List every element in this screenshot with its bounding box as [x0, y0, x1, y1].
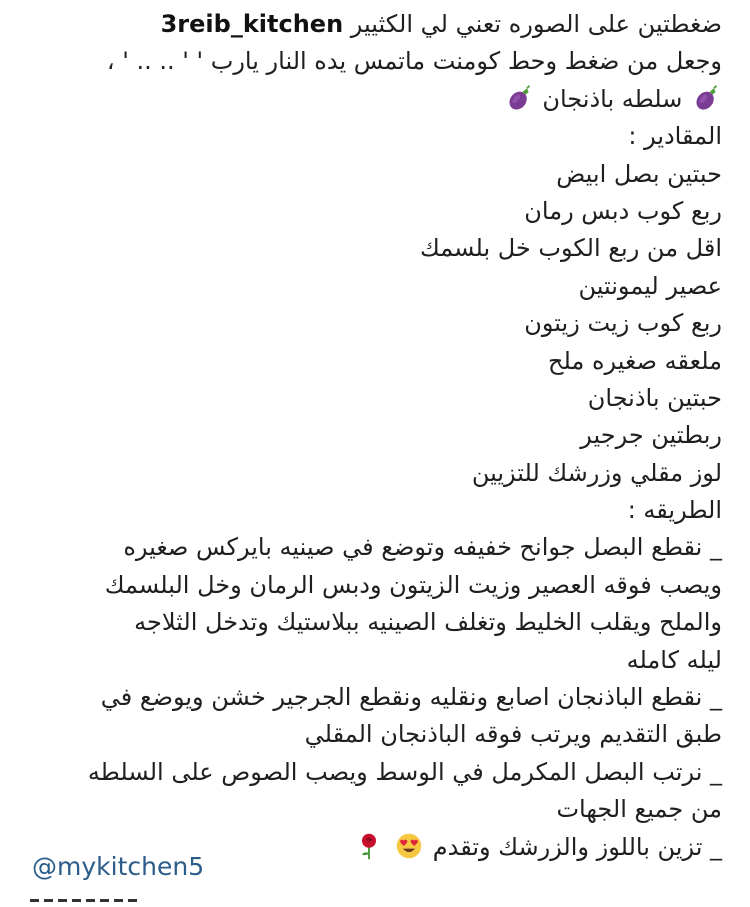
- ingredient-item: اقل من ربع الكوب خل بلسمك: [419, 234, 722, 263]
- method-step-line: _ نقطع الباذنجان اصابع ونقليه ونقطع الجرجير خشن ويوضع في: [100, 683, 722, 712]
- method-step-line: _ نرتب البصل المكرمل في الوسط ويصب الصوص على السلطه: [87, 757, 722, 786]
- ingredient-item: لوز مقلي وزرشك للتزيين: [471, 458, 722, 487]
- ingredient-item: حبتين بصل ابيض: [556, 159, 722, 188]
- caption-intro: ضغطتين على الصوره تعني لي الكثيير: [350, 10, 722, 38]
- rose-icon: [355, 832, 383, 860]
- caption-line-1: [24, 6, 722, 43]
- method-step-line: _ نقطع البصل جوانح خفيفه وتوضع في صينيه بايركس صغيره: [123, 533, 722, 562]
- caption-text: [24, 6, 722, 866]
- ingredients-heading: المقادير :: [628, 122, 722, 151]
- mention-link[interactable]: @mykitchen5: [32, 852, 205, 881]
- username-link[interactable]: 3reib_kitchen: [160, 10, 344, 38]
- ingredient-item: ربع كوب دبس رمان: [524, 196, 722, 225]
- method-step-text: _ تزين باللوز والزرشك وتقدم: [432, 832, 722, 861]
- recipe-title: سلطه باذنجان: [542, 84, 683, 113]
- method-step-line: طبق التقديم ويرتب فوقه الباذنجان المقلي: [304, 720, 722, 749]
- recipe-title-line: [24, 81, 722, 118]
- ingredient-item: ربع كوب زيت زيتون: [524, 309, 722, 338]
- caption-line-2: وجعل من ضغط وحط كومنت ماتمس يده النار يارب ' ' .. .. ' ،: [106, 47, 722, 76]
- cut-off-next-line: [30, 896, 180, 907]
- eggplant-icon: [505, 84, 533, 112]
- ingredient-item: عصير ليمونتين: [578, 271, 722, 300]
- ingredient-item: حبتين باذنجان: [587, 383, 722, 412]
- ingredient-item: ملعقه صغيره ملح: [548, 346, 722, 375]
- eggplant-icon: [692, 84, 720, 112]
- method-step-line: من جميع الجهات: [556, 795, 722, 824]
- method-step-line: ليله كامله: [626, 645, 722, 674]
- method-heading: الطريقه :: [627, 496, 722, 525]
- method-step-line: ويصب فوقه العصير وزيت الزيتون ودبس الرمان وخل البلسمك: [104, 570, 722, 599]
- method-step-line: والملح ويقلب الخليط وتغلف الصينيه ببلاستيك وتدخل الثلاجه: [134, 608, 722, 637]
- ingredient-item: ربطتين جرجير: [580, 421, 722, 450]
- heart-eyes-emoji-icon: [395, 832, 423, 860]
